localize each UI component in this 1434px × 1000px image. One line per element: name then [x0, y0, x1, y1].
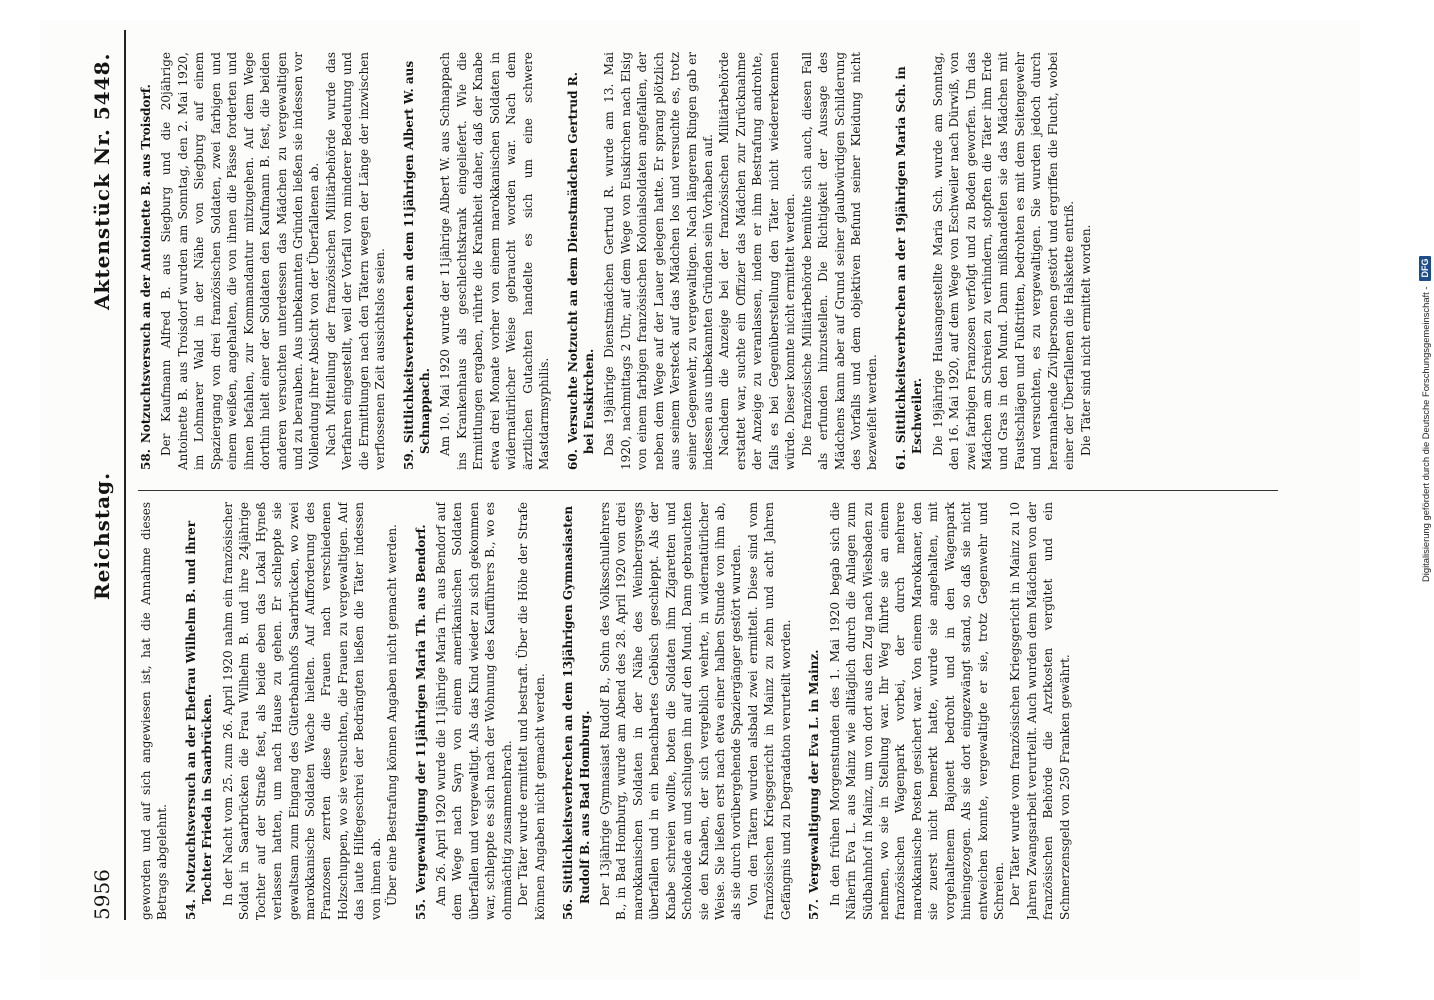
paragraph: Der Täter wurde ermittelt und bestraft. Über die Höhe der Strafe können Angaben nicht gemacht werden. — [516, 502, 547, 920]
item-number: 59. — [401, 449, 416, 470]
item-61 — [893, 52, 1094, 470]
item-57 — [806, 502, 1073, 920]
paragraph: In der Nacht vom 25. zum 26. April 1920 nahm ein französischer Soldat in Saarbrücken die Frau Wilhelm B. und ihre 24jährige Tochter auf der Straße fest, als beide eben das Lokal Hyneß verlassen hatten, um nach Hause zu gehen. Er schleppte sie gewaltsam zum Eingang des Güterbahnhofs Saarbrücken, wo zwei marokkanische Soldaten Wache hielten. Auf Aufforderung des Franzosen zerrten diese die Frauen nach verschiedenen Holzschuppen, wo sie versuchten, die Frauen zu vergewaltigen. Auf das laute Hilfegeschrei der Bedrängten ließen die Täter indessen von ihnen ab. — [220, 502, 383, 920]
intro-paragraph: geworden und auf sich angewiesen ist, hat die Annahme dieses Betrags abgelehnt. — [139, 502, 170, 920]
running-title: Reichstag. — [90, 471, 114, 600]
item-59 — [401, 52, 553, 470]
paragraph: Über eine Bestrafung können Angaben nicht gemacht werden. — [385, 524, 400, 906]
item-number: 61. — [893, 449, 908, 470]
item-number: 57. — [807, 899, 822, 920]
item-title: Notzuchtsversuch an der Antoinette B. aus Troisdorf. — [139, 84, 153, 444]
paragraph: In den frühen Morgenstunden des 1. Mai 1920 begab sich die Näherin Eva L. aus Mainz wie alltäglich durch die Anlagen zum Südbahnhof in Mainz, um von dort aus den Zug nach Wiesbaden zu nehmen, wo sie in Stellung war. Ihr Weg führte sie an einem französischen Wagenpark vorbei, der durch mehrere marokkanische Posten gesichert war. Von einem Marokkaner, den sie zuerst nicht bemerkt hatte, wurde sie angehalten, mit vorgehaltenem Bajonett bedroht und in den Wagenpark hineingezogen. Als sie dort eingezwängt stand, so daß sie nicht entweichen konnte, vergewaltigte er sie, trotz Gegenwehr und Schreien. — [827, 502, 1006, 920]
item-heading — [893, 52, 926, 470]
item-56 — [560, 502, 794, 920]
item-60 — [565, 52, 881, 470]
paragraph: Der Täter wurde vom französischen Kriegsgericht in Mainz zu 10 Jahren Zwangsarbeit verurteilt. Auch wurden dem Mädchen von der französischen Behörde die Arztkosten vergütet und ein Schmerzensgeld von 250 Franken gewährt. — [1008, 502, 1072, 920]
credit-text: Digitalisierung gefördert durch die Deutsche Forschungsgemeinschaft - — [1419, 286, 1431, 582]
document-number: Aktenstück Nr. 5448. — [90, 52, 114, 310]
paragraph: Der 13jährige Gymnasiast Rudolf B., Sohn des Volksschullehrers B., in Bad Homburg, wurde am Abend des 28. April 1920 von drei marokkanischen Soldaten in der Nähe des Weinbergswegs überfallen und in ein benachbartes Gebüsch geschleppt. Als der Knabe schreien wollte, boten die Soldaten ihm Zigaretten und Schokolade an und schlugen ihn auf den Mund. Dann gebrauchten sie den Knaben, der sich vergeblich wehrte, in widernatürlicher Weise. Sie ließen erst nach etwa einer halben Stunde von ihm ab, als sie durch vorübergehende Spaziergänger gestört wurden. — [597, 502, 744, 920]
item-title: Sittlichkeitsverbrechen an dem 11jährigen Albert W. aus Schnappach. — [401, 60, 432, 454]
page-number: 5956 — [90, 869, 114, 920]
item-55 — [413, 502, 549, 920]
item-title: Vergewaltigung der Eva L. in Mainz. — [807, 649, 822, 894]
credit-line — [1418, 12, 1432, 582]
column-divider — [138, 490, 1278, 491]
running-head — [84, 30, 126, 920]
document-sheet — [40, 20, 1360, 980]
paragraph: Die 19jährige Hausangestellte Maria Sch. wurde am Sonntag, den 16. Mai 1920, auf dem Wege von Eschweiler nach Dürwiß, von zwei farbigen Franzosen verfolgt und zu Boden geworfen. Um das Mädchen am Schreien zu verhindern, stopften die Täter ihm Erde und Gras in den Mund. Dann mißhandelten sie das Mädchen mit Faustschlägen und Fußtritten, bedrohten es mit dem Seitengewehr und versuchten, es zu vergewaltigen. Sie wurden jedoch durch herannahende Zivilpersonen gestört und ergriffen die Flucht, wobei einer der Überfallenen die Halskette entriß. — [930, 52, 1077, 470]
item-title: Notzuchtsversuch an der Ehefrau Wilhelm B. und ihrer Tochter Frieda in Saarbrücken. — [183, 520, 215, 904]
paragraph: Am 10. Mai 1920 wurde der 11jährige Albert W. aus Schnappach ins Krankenhaus als geschlechtskrank eingeliefert. Wie die Ermittlungen ergaben, rührte die Krankheit daher, daß der Knabe etwa drei Monate vorher von einem marokkanischen Soldaten in widernatürlicher Weise gebraucht worden war. Nach dem ärztlichen Gutachten handelte es sich um eine schwere Mastdarmsyphilis. — [438, 52, 552, 470]
item-number: 54. — [183, 899, 198, 920]
paragraph: Die französische Militärbehörde bemühte sich auch, diesen Fall als erfunden hinzustellen. Die Richtigkeit der Aussage des Mädchens kann aber auf Grund seiner glaubwürdigen Schilderung des Vorfalls und dem objektiven Befund seiner Kleidung nicht bezweifelt werden. — [799, 52, 880, 470]
paragraph: Von den Tätern wurden alsbald zwei ermittelt. Diese sind vom französischen Kriegsgericht in Mainz zu zehn und acht Jahren Gefängnis und zu Degradation verurteilt worden. — [745, 502, 793, 920]
item-heading — [806, 502, 822, 920]
item-heading — [413, 502, 429, 920]
paragraph: Der Kaufmann Alfred B. aus Siegburg und die 20jährige Antoinette B. aus Troisdorf wurden am Sonntag, den 2. Mai 1920, im Lohmarer Wald in der Nähe von Siegburg auf einem Spaziergang von drei französischen Soldaten, zwei farbigen und einem weißen, angehalten, die von ihnen die Pässe forderten und ihnen befahlen, zur Kommandantur mitzugehen. Auf dem Wege dorthin hielt einer der Soldaten den Kaufmann B. fest, die beiden anderen versuchten unterdessen das Mädchen zu vergewaltigen und zu berauben. Aus unbekannten Gründen ließen sie indessen vor Vollendung ihrer Absicht von der Überfallenen ab. — [159, 52, 322, 470]
paragraph: Das 19jährige Dienstmädchen Gertrud R. wurde am 13. Mai 1920, nachmittags 2 Uhr, auf dem Wege von Euskirchen nach Elsig von einem farbigen französischen Kolonialsoldaten angefallen, der neben dem Wege auf der Lauer gelegen hatte. Er sprang plötzlich aus seinem Versteck auf das Mädchen los und versuchte es, trotz seiner Gegenwehr, zu vergewaltigen. Nach längerem Ringen gab er indessen aus unbekannten Gründen sein Vorhaben auf. — [602, 52, 715, 470]
item-heading — [138, 52, 154, 470]
item-number: 58. — [139, 449, 153, 470]
right-column — [138, 52, 1288, 470]
item-title: Versuchte Notzucht an dem Dienstmädchen Gertrud R. bei Euskirchen. — [565, 72, 596, 454]
item-heading — [183, 502, 216, 920]
paragraph: Nach Mitteilung der französischen Militärbehörde wurde das Verfahren eingestellt, weil der Vorfall von minderer Bedeutung und die Ermittlungen nach den Tätern wegen der Länge der inzwischen verflossenen Zeit aussichtslos seien. — [323, 52, 388, 470]
item-number: 60. — [565, 449, 580, 470]
left-column — [138, 502, 1288, 920]
dfg-logo-icon: DFG — [1419, 256, 1431, 281]
item-heading — [565, 52, 598, 470]
item-title: Sittlichkeitsverbrechen an dem 13jährigen Gymnasiasten Rudolf B. aus Bad Homburg. — [561, 505, 592, 904]
item-title: Sittlichkeitsverbrechen an der 19jährigen Maria Sch. in Eschweiler. — [893, 66, 925, 454]
item-title: Vergewaltigung der 11jährigen Maria Th. aus Bendorf. — [413, 524, 428, 894]
paragraph: Die Täter sind nicht ermittelt worden. — [1078, 224, 1093, 456]
item-number: 56. — [561, 899, 576, 920]
item-heading — [401, 52, 434, 470]
item-58 — [138, 52, 389, 470]
paragraph: Nachdem die Anzeige bei der französischen Militärbehörde erstattet war, suchte ein Offizier das Mädchen zur Zurücknahme der Anzeige zu veranlassen, indem er ihm Bestrafung androhte, falls es bei Gegenüberstellung den Täter nicht wiedererkennen würde. Dieser konnte nicht ermittelt werden. — [717, 52, 798, 470]
item-54 — [183, 502, 401, 920]
digitization-credit — [1418, 12, 1432, 582]
item-heading — [560, 502, 593, 920]
item-number: 55. — [413, 899, 428, 920]
paragraph: Am 26. April 1920 wurde die 11jährige Maria Th. aus Bendorf auf dem Wege nach Sayn von einem amerikanischen Soldaten überfallen und vergewaltigt. Als das Kind wieder zu sich gekommen war, schleppte es sich nach der Wohnung des Kaufführers B., wo es ohnmächtig zusammenbrach. — [434, 502, 514, 920]
